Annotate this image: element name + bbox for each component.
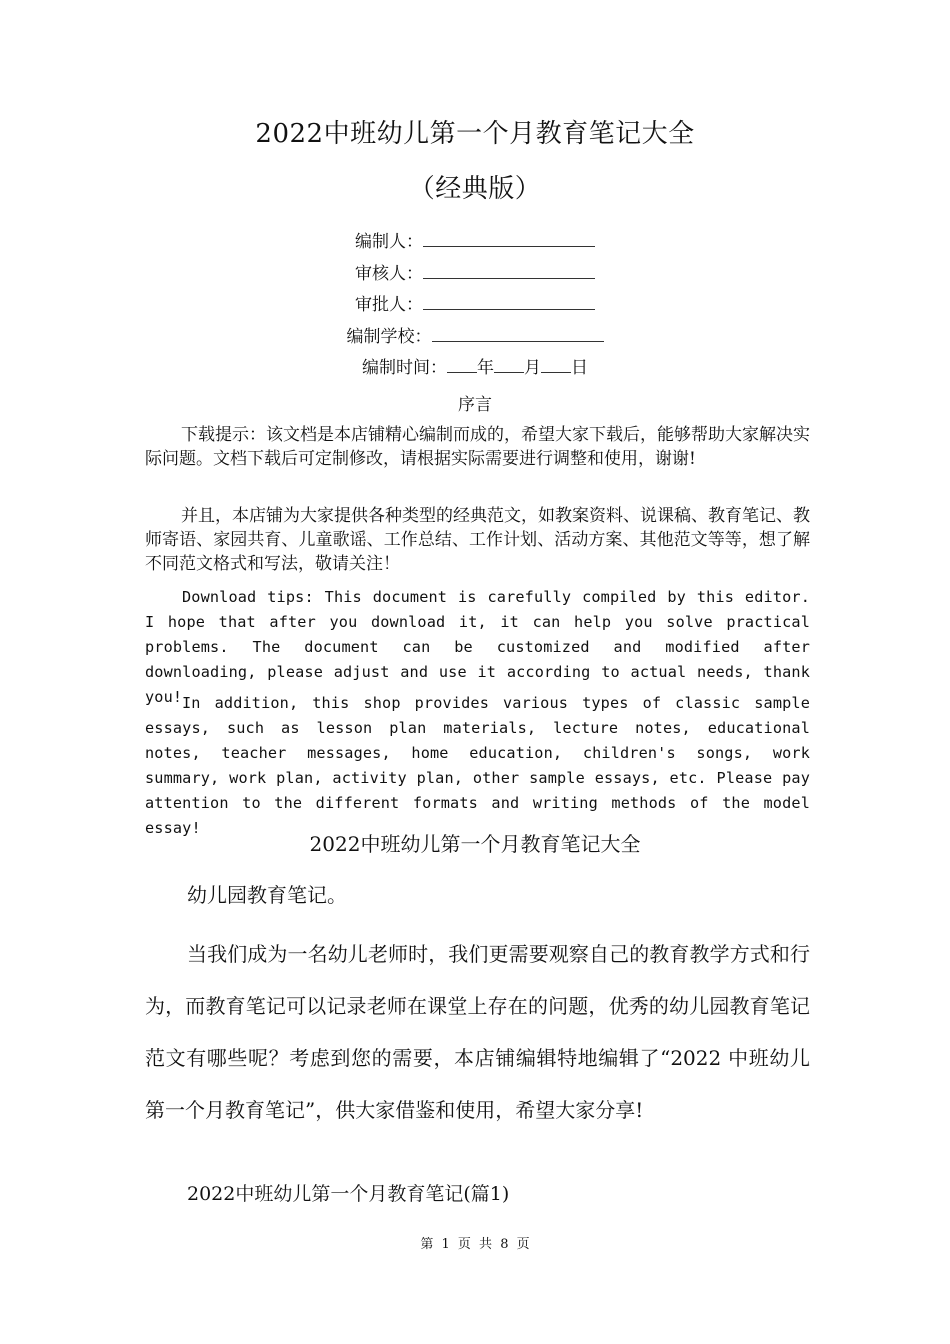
editor-label: 编制人：	[355, 232, 423, 252]
preface-addition-en: In addition, this shop provides various types of classic sample essays, such as lesson plan materials, lecture notes, educational notes, teacher messages, home education, children's songs, work summary, work plan, activity plan, other sample essays, etc. Please pay attention to the different formats and writing methods of the model essay!	[145, 694, 810, 837]
year-label: 年	[477, 358, 494, 378]
editor-field	[0, 232, 950, 252]
document-subtitle: （经典版）	[408, 174, 542, 204]
editor-blank	[423, 232, 595, 247]
approver-label: 审批人：	[355, 295, 423, 315]
document-title: 2022中班幼儿第一个月教育笔记大全	[255, 119, 695, 149]
preface-title: 序言	[458, 395, 492, 415]
body-intro: 幼儿园教育笔记。	[187, 883, 347, 907]
month-label: 月	[524, 358, 541, 378]
body-subheading: 2022中班幼儿第一个月教育笔记(篇1)	[187, 1183, 510, 1205]
school-label: 编制学校：	[346, 327, 432, 347]
page-indicator: 第 1 页 共 8 页	[420, 1237, 530, 1252]
day-label: 日	[571, 358, 588, 378]
school-blank	[432, 327, 604, 342]
reviewer-label: 审核人：	[355, 264, 423, 284]
approver-blank	[423, 295, 595, 310]
approver-field	[0, 295, 950, 315]
year-blank	[447, 358, 477, 373]
body-paragraph: 当我们成为一名幼儿老师时，我们更需要观察自己的教育教学方式和行为，而教育笔记可以记录老师在课堂上存在的问题，优秀的幼儿园教育笔记范文有哪些呢？考虑到您的需要，本店铺编辑特地编辑了“2022 中班幼儿第一个月教育笔记”，供大家借鉴和使用，希望大家分享!	[145, 942, 810, 1122]
school-field	[0, 327, 950, 347]
time-label: 编制时间：	[362, 358, 447, 378]
day-blank	[541, 358, 571, 373]
preface-tip-en: Download tips: This document is carefully compiled by this editor. I hope that after you download it, it can help you solve practical problems. The document can be customized and modified after downloading, please adjust and use it according to actual needs, thank you!	[145, 588, 810, 706]
month-blank	[494, 358, 524, 373]
preface-tip-cn: 下载提示：该文档是本店铺精心编制而成的，希望大家下载后，能够帮助大家解决实际问题。文档下载后可定制修改，请根据实际需要进行调整和使用，谢谢!	[145, 425, 810, 469]
reviewer-blank	[423, 264, 595, 279]
time-field	[0, 358, 950, 378]
section-title: 2022中班幼儿第一个月教育笔记大全	[309, 832, 641, 856]
reviewer-field	[0, 264, 950, 284]
preface-addition-cn: 并且，本店铺为大家提供各种类型的经典范文，如教案资料、说课稿、教育笔记、教师寄语、家园共育、儿童歌谣、工作总结、工作计划、活动方案、其他范文等等，想了解不同范文格式和写法，敬请关注！	[145, 506, 810, 574]
